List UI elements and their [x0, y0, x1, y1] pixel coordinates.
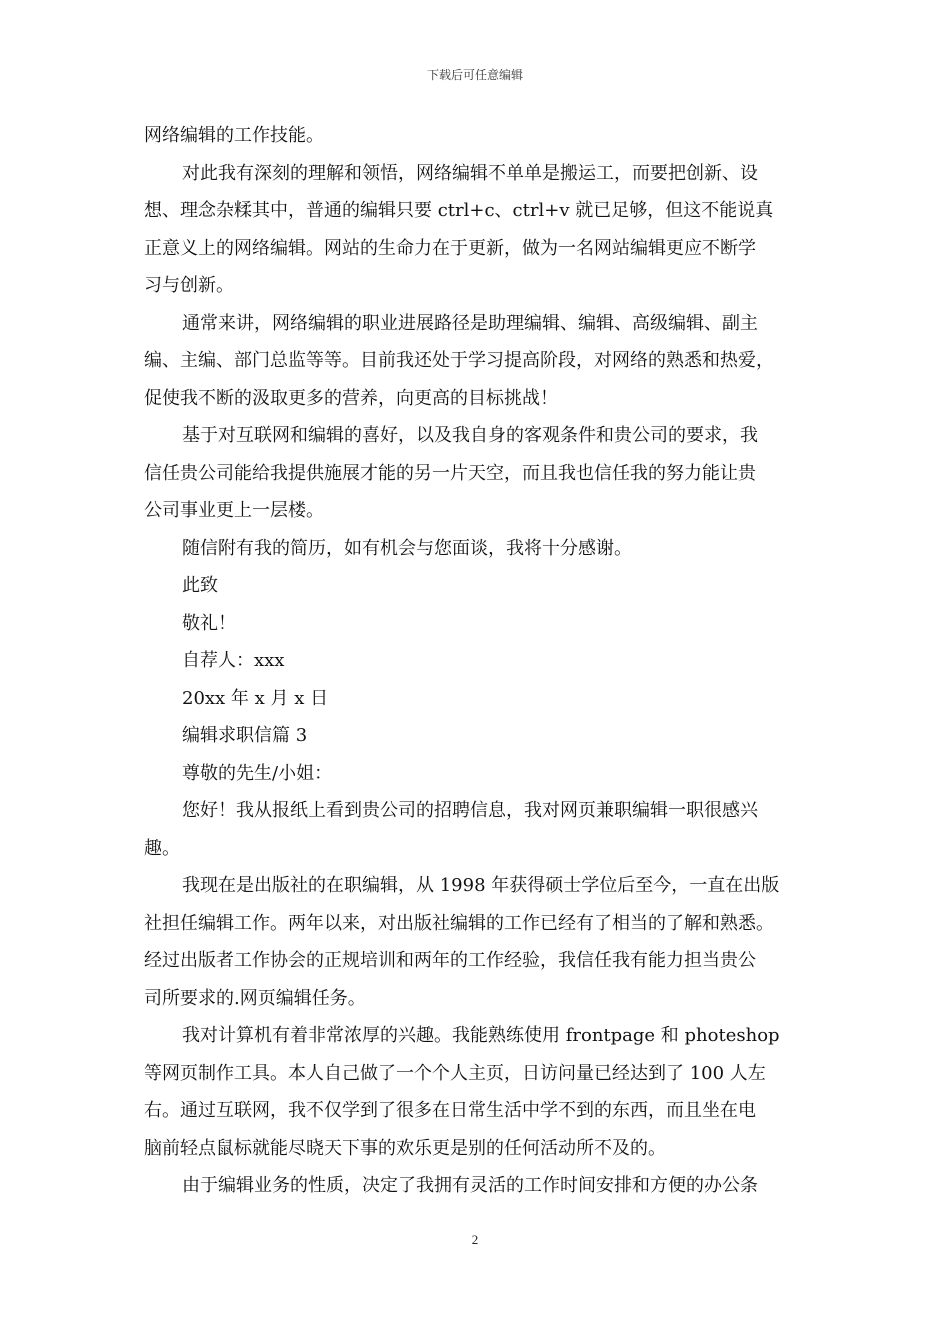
page-number: 2 — [471, 1232, 479, 1247]
body-line: 我现在是出版社的在职编辑，从 1998 年获得硕士学位后至今，一直在出版 — [182, 875, 780, 896]
salutation-line: 敬礼！ — [182, 612, 236, 634]
body-line: 随信附有我的简历，如有机会与您面谈，我将十分感谢。 — [182, 537, 632, 559]
date-line: 20xx 年 x 月 x 日 — [182, 687, 329, 709]
body-line: 公司事业更上一层楼。 — [144, 500, 324, 521]
section-title: 编辑求职信篇 3 — [182, 725, 308, 746]
body-line: 脑前轻点鼠标就能尽晓天下事的欢乐更是别的任何活动所不及的。 — [144, 1137, 666, 1159]
body-line: 您好！我从报纸上看到贵公司的招聘信息，我对网页兼职编辑一职很感兴 — [182, 800, 758, 821]
body-line: 基于对互联网和编辑的喜好，以及我自身的客观条件和贵公司的要求，我 — [182, 425, 758, 446]
greeting-line: 尊敬的先生/小姐： — [182, 762, 333, 784]
body-line: 等网页制作工具。本人自己做了一个个人主页，日访问量已经达到了 100 人左 — [144, 1062, 766, 1084]
body-line: 社担任编辑工作。两年以来，对出版社编辑的工作已经有了相当的了解和熟悉。 — [144, 912, 774, 934]
body-line: 信任贵公司能给我提供施展才能的另一片天空，而且我也信任我的努力能让贵 — [144, 462, 756, 484]
body-line: 习与创新。 — [144, 275, 234, 296]
body-line: 网络编辑的工作技能。 — [144, 125, 324, 146]
body-line: 经过出版者工作协会的正规培训和两年的工作经验，我信任我有能力担当贵公 — [144, 950, 756, 971]
document-body — [144, 123, 810, 1211]
body-line: 对此我有深刻的理解和领悟，网络编辑不单单是搬运工，而要把创新、设 — [182, 162, 758, 184]
closing-line: 此致 — [182, 575, 218, 596]
signature-line: 自荐人：xxx — [182, 650, 285, 671]
body-line: 正意义上的网络编辑。网站的生命力在于更新，做为一名网站编辑更应不断学 — [144, 237, 756, 259]
body-line: 趣。 — [144, 837, 180, 859]
body-line: 司所要求的.网页编辑任务。 — [144, 987, 366, 1009]
body-line: 促使我不断的汲取更多的营养，向更高的目标挑战！ — [144, 387, 558, 409]
page-header: 下载后可任意编辑 — [426, 68, 523, 82]
body-line: 我对计算机有着非常浓厚的兴趣。我能熟练使用 frontpage 和 photeshop — [182, 1025, 780, 1046]
body-line: 想、理念杂糅其中，普通的编辑只要 ctrl+c、ctrl+v 就已足够，但这不能说真 — [144, 200, 774, 221]
body-line: 由于编辑业务的性质，决定了我拥有灵活的工作时间安排和方便的办公条 — [182, 1175, 758, 1196]
body-line: 右。通过互联网，我不仅学到了很多在日常生活中学不到的东西，而且坐在电 — [144, 1100, 756, 1121]
body-line: 编、主编、部门总监等等。目前我还处于学习提高阶段，对网络的熟悉和热爱， — [144, 350, 774, 371]
body-line: 通常来讲，网络编辑的职业进展路径是助理编辑、编辑、高级编辑、副主 — [182, 312, 758, 334]
